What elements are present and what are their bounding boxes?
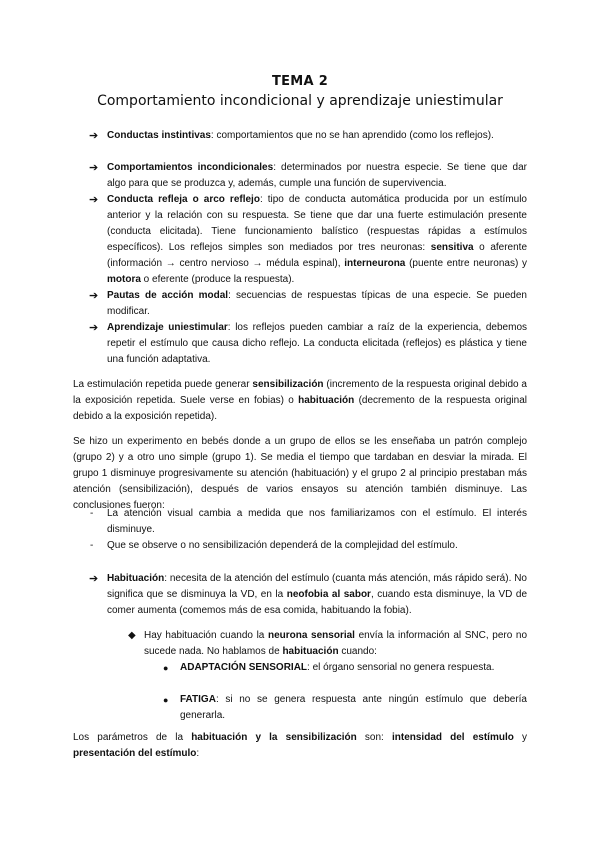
dot-bullet-icon: ●	[163, 663, 169, 673]
bullet-habituacion: Habituación: necesita de la atención del estímulo (cuanta más atención, más rápido será). No significa que se disminuya la VD, en la neofobia al sabor, cuando esta disminuye, la VD de comer aumenta (comemos más de esa comida, habituando la fobia).	[107, 573, 528, 616]
conclusion-item: Que se observe o no sensibilización dependerá de la complejidad del estímulo.	[107, 540, 458, 551]
dot-bullet-icon: ●	[163, 695, 169, 705]
arrow-bullet-icon: ➔	[89, 290, 99, 302]
bullet-conducta-refleja: Conducta refleja o arco reflejo: tipo de conducta automática producida por un estímulo anterior y la relación con su respuesta. Se tiene que dar una fuerte estimulación presente (conducta elicitada). Tiene funcionamiento balístico (respuestas rápidas a estímulos específicos). Los reflejos simples son mediados por tres neuronas: sensitiva o aferente (información → centro nervioso → médula espinal), interneurona (puente entre neuronas) y motora o eferente (produce la respuesta).	[107, 194, 528, 285]
term: Aprendizaje uniestimular	[107, 322, 228, 333]
paragraph-estimulacion: La estimulación repetida puede generar sensibilización (incremento de la respuesta original debido a la exposición repetida. Suele verse en fobias) o habituación (decremento de la respuesta original debido a la exposición repetida).	[73, 379, 528, 422]
term: Pautas de acción modal	[107, 290, 229, 301]
term: Comportamientos incondicionales	[107, 162, 274, 173]
conclusion-item: La atención visual cambia a medida que nos familiarizamos con el estímulo. El interés disminuye.	[107, 508, 527, 535]
subbullet-neurona-sensorial: Hay habituación cuando la neurona sensorial envía la información al SNC, pero no sucede nada. No hablamos de habituación cuando:	[144, 630, 528, 657]
diamond-bullet-icon: ◆	[128, 630, 136, 641]
subsubbullet-fatiga: FATIGA: si no se genera respuesta ante ningún estímulo que debería generarla.	[180, 694, 527, 721]
term: Conducta refleja o arco reflejo	[107, 194, 260, 205]
arrow-bullet-icon: ➔	[89, 130, 99, 142]
paragraph-parametros: Los parámetros de la habituación y la sensibilización son: intensidad del estímulo y presentación del estímulo:	[73, 732, 528, 759]
term: Habituación	[107, 573, 165, 584]
arrow-bullet-icon: ➔	[89, 322, 99, 334]
subsubbullet-adaptacion: ADAPTACIÓN SENSORIAL: el órgano sensorial no genera respuesta.	[180, 662, 495, 673]
bullet-conductas-instintivas: Conductas instintivas: comportamientos que no se han aprendido (como los reflejos).	[107, 130, 494, 141]
page-title: TEMA 2	[271, 74, 329, 89]
arrow-bullet-icon: ➔	[89, 194, 99, 206]
arrow-bullet-icon: ➔	[89, 573, 99, 585]
bullet-aprendizaje-uniestimular: Aprendizaje uniestimular: los reflejos pueden cambiar a raíz de la experiencia, debemos repetir el estímulo que causa dicho reflejo. La conducta elicitada (reflejos) es plástica y tiene una función adaptativa.	[107, 322, 528, 365]
dash-bullet: -	[90, 540, 94, 551]
paragraph-experimento: Se hizo un experimento en bebés donde a un grupo de ellos se les enseñaba un patrón complejo (grupo 2) y a otro uno simple (grupo 1). Se media el tiempo que tardaban en desviar la mirada. El grupo 1 disminuye progresivamente su atención (habituación) y el grupo 2 al principio prestaban más atención (sensibilización), después de varios ensayos su atención también disminuye. Las conclusiones fueron:	[73, 436, 527, 511]
term: Conductas instintivas	[107, 130, 211, 141]
page-subtitle: Comportamiento incondicional y aprendizaje uniestimular	[97, 93, 503, 109]
dash-bullet: -	[90, 508, 94, 519]
bullet-pautas-accion-modal: Pautas de acción modal: secuencias de respuestas típicas de una especie. Se pueden modificar.	[107, 290, 527, 317]
bullet-comportamientos-incondicionales: Comportamientos incondicionales: determinados por nuestra especie. Se tiene que dar algo para que se produzca y, además, cumple una función de supervivencia.	[107, 162, 528, 189]
arrow-bullet-icon: ➔	[89, 162, 99, 174]
